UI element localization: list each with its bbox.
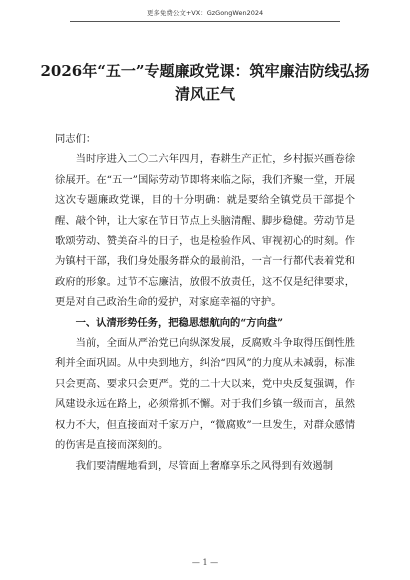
section-paragraph: 当前，全面从严治党已向纵深发展，反腐败斗争取得压倒性胜利并全面巩固。从中央到地方，纠治“四风”的力度从未减弱，标准只会更高、要求只会更严。党的二十大以来，党中央反复强调，作风建设永远在路上，必须常抓不懈。对于我们乡镇一级而言，虽然权力不大，但直接面对千家万户，“微腐败”一旦发生，对群众感情的伤害是直接而深刻的。 — [55, 337, 355, 452]
greeting: 同志们： — [55, 133, 97, 145]
section-paragraph: 我们要清醒地看到，尽管面上奢靡享乐之风得到有效遏制 — [75, 459, 334, 472]
section-heading: 一、认清形势任务，把稳思想航向的“方向盘” — [75, 316, 284, 329]
page-number: — 1 — — [191, 558, 219, 567]
document-body — [55, 129, 355, 476]
document-title: 2026年“五一”专题廉政党课：筑牢廉洁防线弘扬清风正气 — [40, 62, 370, 103]
page-header: 更多免费公文+VX：GzGongWen2024 — [70, 8, 340, 22]
intro-paragraph: 当时序进入二〇二六年四月，春耕生产正忙，乡村振兴画卷徐徐展开。在“五一”国际劳动节即将来临之际，我们齐聚一堂，开展这次专题廉政党课，目的十分明确：就是要给全镇党员干部提个醒、敲个钟，让大家在节日节点上头脑清醒、脚步稳健。劳动节是歌颂劳动、赞美奋斗的日子，也是检验作风、审视初心的时刻。作为镇村干部，我们身处服务群众的最前沿，一言一行都代表着党和政府的形象。过节不忘廉洁，放假不放责任，这不仅是纪律要求，更是对自己政治生命的爱护，对家庭幸福的守护。 — [55, 153, 355, 309]
